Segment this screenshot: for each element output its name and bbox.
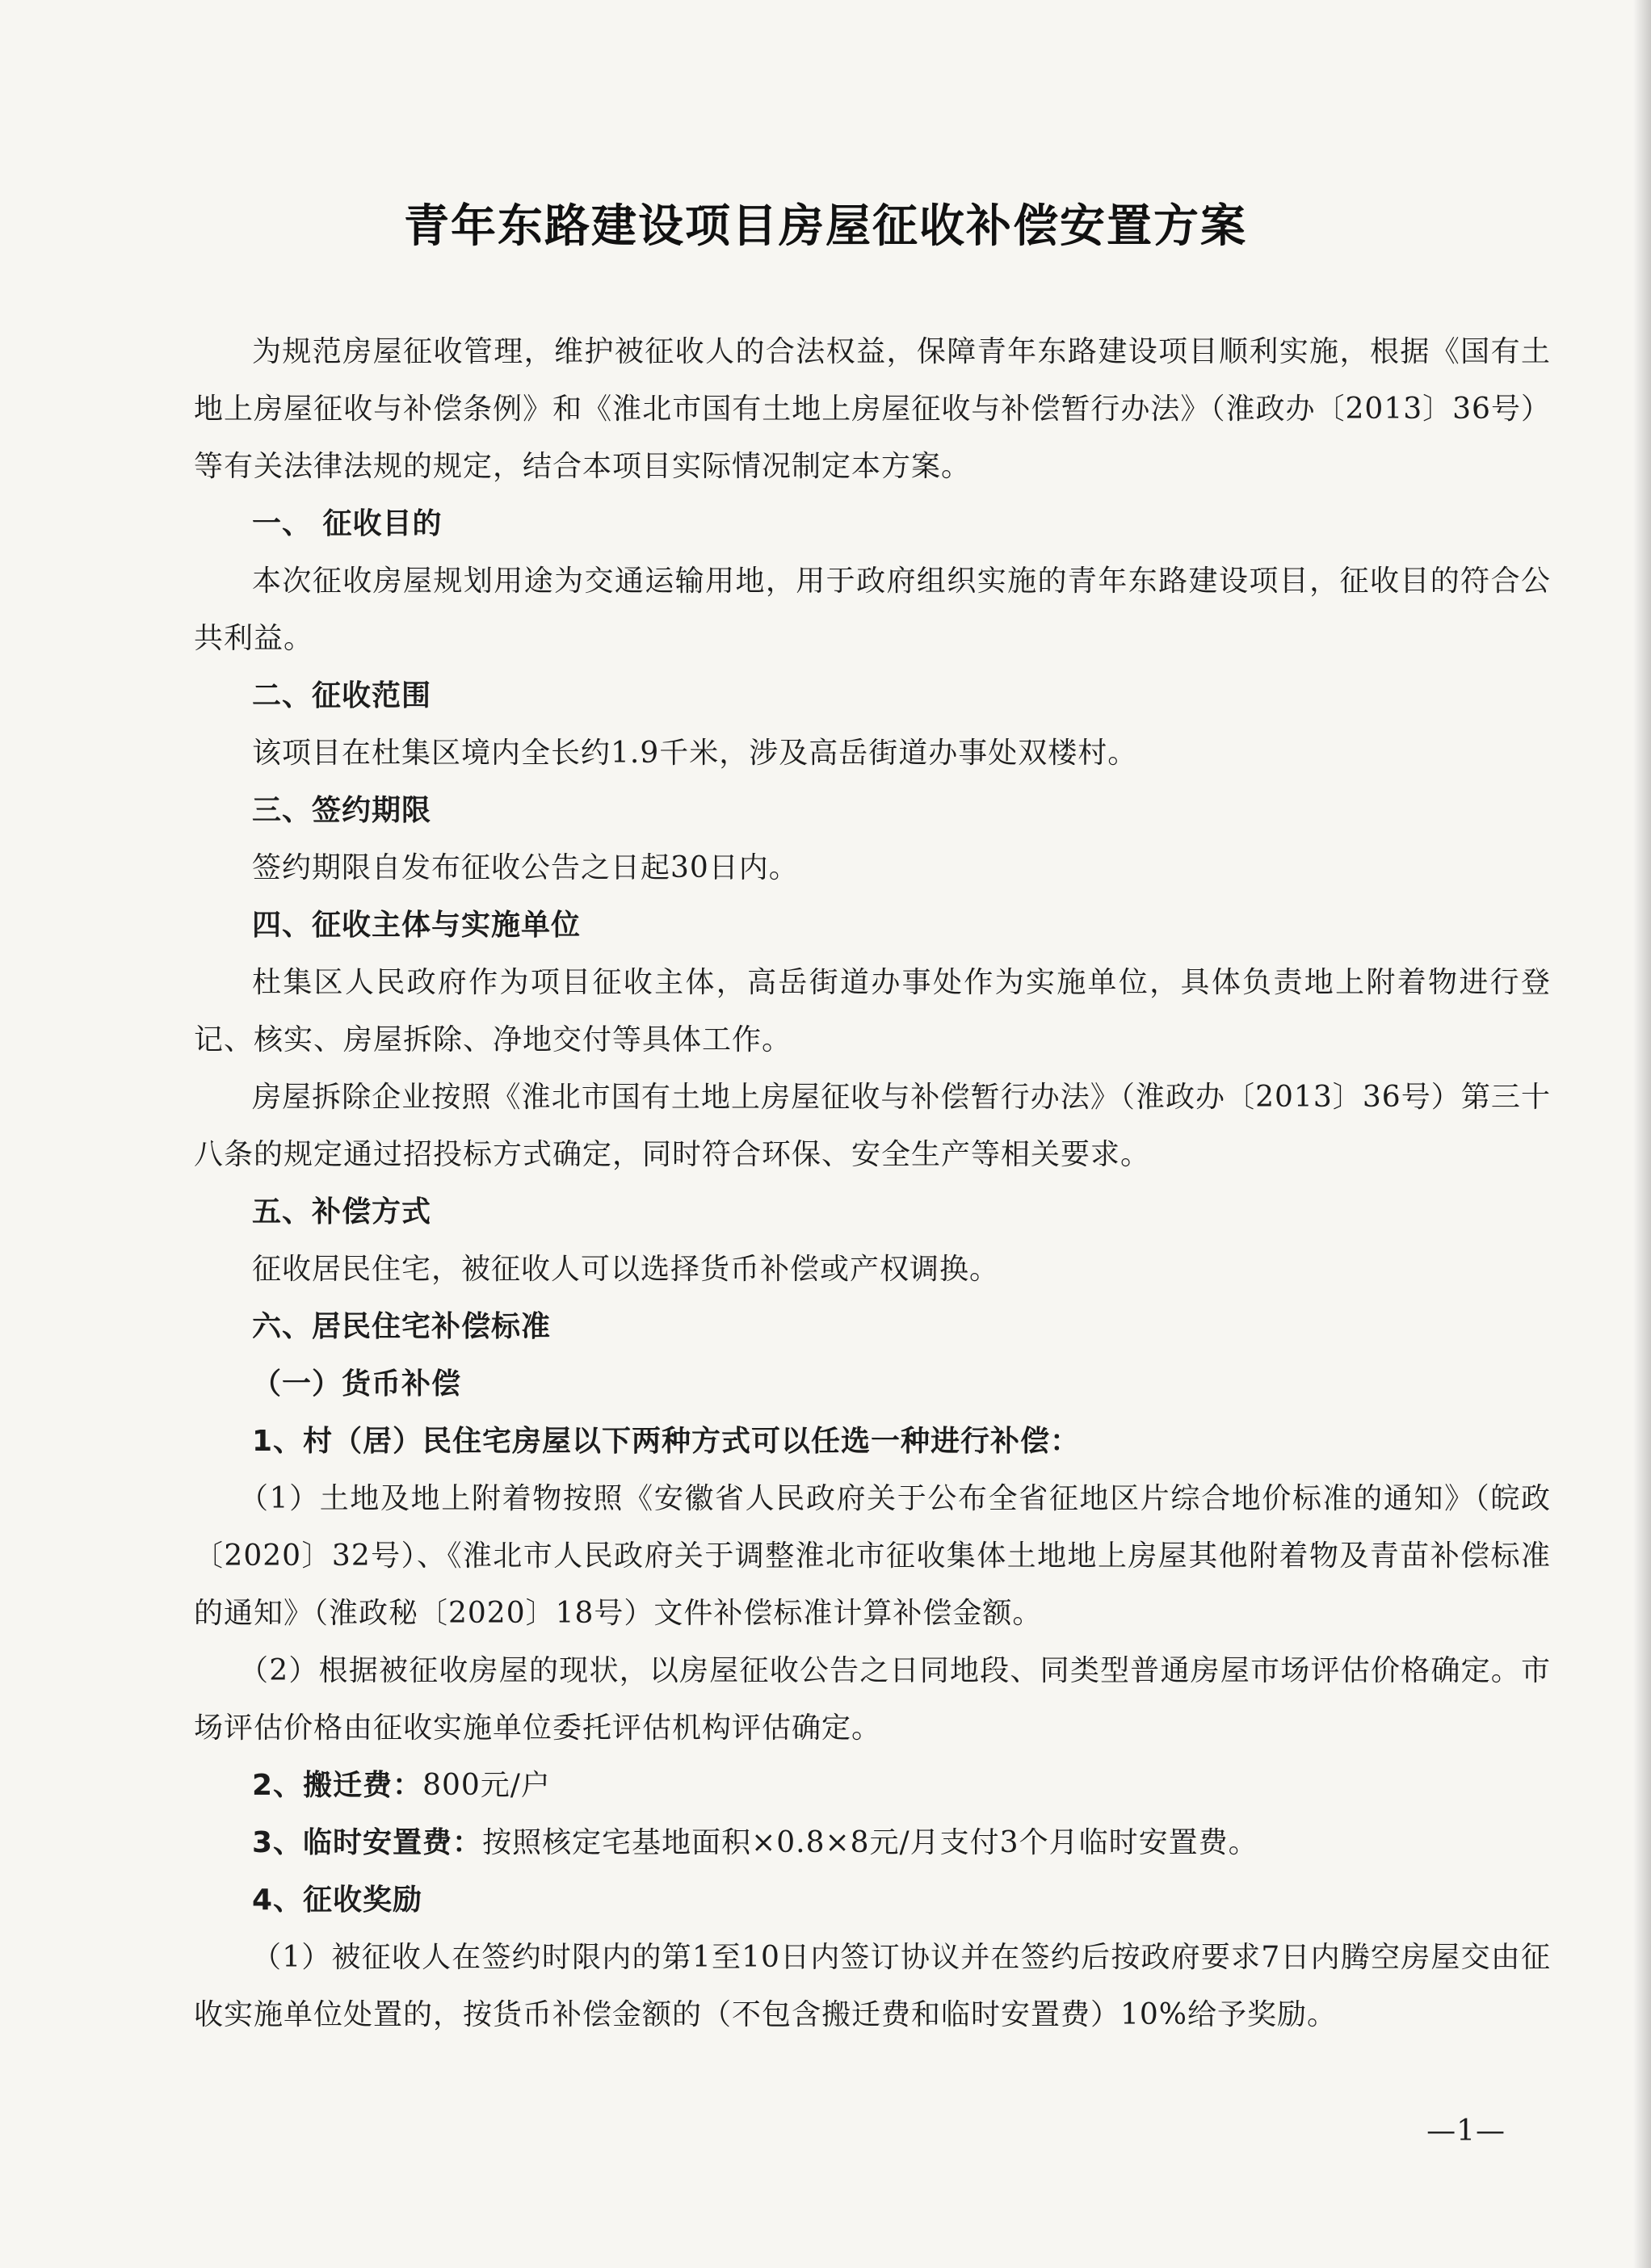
section-text-purpose: 本次征收房屋规划用途为交通运输用地，用于政府组织实施的青年东路建设项目，征收目的符合公共利益。 xyxy=(194,565,1551,655)
subsection-heading-monetary: （一）货币补偿 xyxy=(252,1367,462,1401)
section-heading-residential-standard: 六、居民住宅补偿标准 xyxy=(252,1310,552,1343)
section-text-signing-period: 签约期限自发布征收公告之日起30日内。 xyxy=(252,851,799,884)
item-moving-fee xyxy=(194,1757,1551,1814)
section-heading-purpose: 一、 征收目的 xyxy=(252,507,443,540)
section-heading-scope: 二、征收范围 xyxy=(252,679,432,712)
option-text-2: （2）根据被征收房屋的现状，以房屋征收公告之日同地段、同类型普通房屋市场评估价格确定。市场评估价格由征收实施单位委托评估机构评估确定。 xyxy=(194,1654,1551,1745)
section-text-subject-unit-b: 房屋拆除企业按照《淮北市国有土地上房屋征收与补偿暂行办法》（淮政办〔2013〕36号）第三十八条的规定通过招投标方式确定，同时符合环保、安全生产等相关要求。 xyxy=(194,1081,1551,1171)
item-temporary-fee-label: 3、临时安置费： xyxy=(252,1826,483,1859)
section-text-compensation-method: 征收居民住宅，被征收人可以选择货币补偿或产权调换。 xyxy=(252,1253,1000,1286)
intro-paragraph: 为规范房屋征收管理，维护被征收人的合法权益，保障青年东路建设项目顺利实施，根据《国有土地上房屋征收与补偿条例》和《淮北市国有土地上房屋征收与补偿暂行办法》（淮政办〔2013〕36号）等有关法律法规的规定，结合本项目实际情况制定本方案。 xyxy=(194,335,1551,483)
section-text-subject-unit-a: 杜集区人民政府作为项目征收主体，高岳街道办事处作为实施单位，具体负责地上附着物进行登记、核实、房屋拆除、净地交付等具体工作。 xyxy=(194,966,1551,1056)
page-number: —1— xyxy=(1426,2115,1506,2148)
page-edge-shadow xyxy=(1633,0,1651,2268)
document-title: 青年东路建设项目房屋征收补偿安置方案 xyxy=(404,200,1247,253)
option-text-1: （1）土地及地上附着物按照《安徽省人民政府关于公布全省征地区片综合地价标准的通知》（皖政〔2020〕32号）、《淮北市人民政府关于调整淮北市征收集体土地地上房屋其他附着物及青苗补偿标准的通知》（淮政秘〔2020〕18号）文件补偿标准计算补偿金额。 xyxy=(194,1482,1551,1630)
item-heading-residential-options: 1、村（居）民住宅房屋以下两种方式可以任选一种进行补偿： xyxy=(252,1425,1081,1458)
item-temporary-fee-value: 按照核定宅基地面积×0.8×8元/月支付3个月临时安置费。 xyxy=(482,1826,1258,1859)
section-heading-compensation-method: 五、补偿方式 xyxy=(252,1195,432,1228)
document-body xyxy=(194,323,1551,2043)
item-moving-fee-label: 2、搬迁费： xyxy=(252,1769,423,1802)
item-heading-reward: 4、征收奖励 xyxy=(252,1884,423,1917)
section-text-scope: 该项目在杜集区境内全长约1.9千米，涉及高岳街道办事处双楼村。 xyxy=(252,737,1138,770)
section-heading-signing-period: 三、签约期限 xyxy=(252,794,432,827)
item-temporary-fee xyxy=(194,1814,1551,1871)
section-heading-subject-unit: 四、征收主体与实施单位 xyxy=(252,909,582,942)
item-moving-fee-value: 800元/户 xyxy=(422,1769,551,1802)
item-text-reward-1: （1）被征收人在签约时限内的第1至10日内签订协议并在签约后按政府要求7日内腾空房屋交由征收实施单位处置的，按货币补偿金额的（不包含搬迁费和临时安置费）10%给予奖励。 xyxy=(194,1941,1551,2031)
